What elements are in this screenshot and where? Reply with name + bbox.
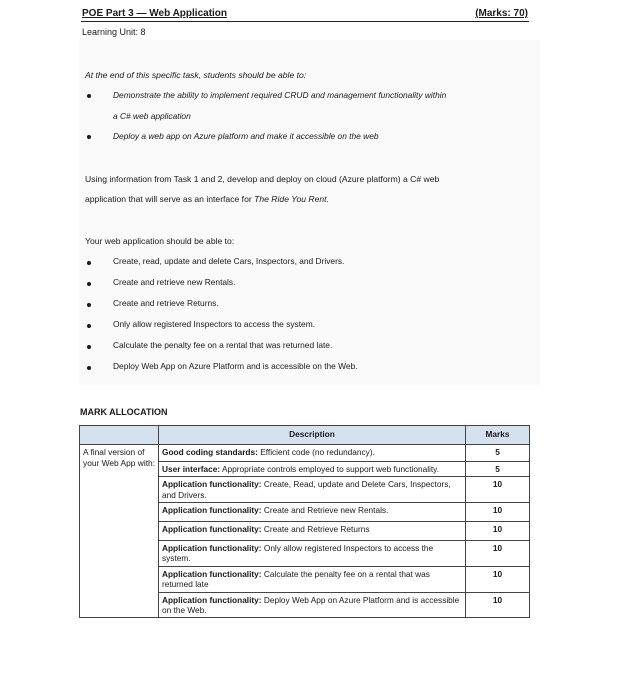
bullet-icon <box>87 135 91 139</box>
criteria-label: A final version of your Web App with: <box>80 445 159 618</box>
bullet-icon <box>87 366 91 370</box>
criterion-title: User interface: <box>162 464 221 474</box>
mark-allocation-table <box>79 425 530 618</box>
criterion-marks: 10 <box>466 541 530 567</box>
table-header-row <box>80 426 530 445</box>
requirement-item: Only allow registered Inspectors to access the system. <box>113 319 316 329</box>
requirements-intro: Your web application should be able to: <box>85 236 235 246</box>
criterion-marks: 5 <box>466 462 530 477</box>
mark-allocation-heading: MARK ALLOCATION <box>80 407 168 417</box>
criterion-detail: Create and Retrieve Returns <box>261 524 370 535</box>
criterion-description <box>159 462 466 477</box>
requirement-item: Calculate the penalty fee on a rental that was returned late. <box>113 340 333 350</box>
bullet-icon <box>87 303 91 307</box>
criterion-detail: Appropriate controls employed to support web functionality. <box>220 464 440 474</box>
criterion-detail: Deploy Web App on Azure Platform and is accessible on the Web. <box>162 594 460 615</box>
bullet-icon <box>87 324 91 328</box>
table-header-blank <box>80 426 159 445</box>
criterion-title: Application functionality: <box>162 543 262 554</box>
criterion-title: Application functionality: <box>162 568 262 579</box>
criterion-detail: Create and Retrieve new Rentals. <box>261 505 389 516</box>
bullet-icon <box>87 282 91 286</box>
table-header-description: Description <box>159 426 466 445</box>
task-paragraph-line <box>85 194 329 204</box>
product-name: The Ride You Rent. <box>254 194 329 204</box>
learning-unit: Learning Unit: 8 <box>82 27 146 37</box>
outcome-item: Demonstrate the ability to implement required CRUD and management functionality within <box>113 90 447 100</box>
criterion-detail: Only allow registered Inspectors to access the system. <box>162 543 434 564</box>
task-text: application that will serve as an interface for <box>85 194 255 204</box>
requirement-item: Deploy Web App on Azure Platform and is accessible on the Web. <box>113 361 358 371</box>
document-header <box>81 8 529 22</box>
criterion-description <box>159 566 466 592</box>
table-row <box>80 445 530 462</box>
criterion-description <box>159 592 466 618</box>
bullet-icon <box>87 261 91 265</box>
document-title: POE Part 3 — Web Application <box>82 8 228 19</box>
criterion-description <box>159 522 466 541</box>
criterion-title: Application functionality: <box>162 505 262 516</box>
criterion-detail: Create, Read, update and Delete Cars, Inspectors, and Drivers. <box>162 479 451 500</box>
criterion-detail: Calculate the penalty fee on a rental that was returned late <box>162 568 430 590</box>
requirement-item: Create and retrieve new Rentals. <box>113 277 236 287</box>
criterion-marks: 10 <box>466 522 530 541</box>
criterion-marks: 10 <box>466 592 530 618</box>
table-header-marks: Marks <box>466 426 530 445</box>
bullet-icon <box>87 94 91 98</box>
outcome-item: Deploy a web app on Azure platform and make it accessible on the web <box>113 131 379 141</box>
bullet-icon <box>87 345 91 349</box>
criterion-marks: 5 <box>466 445 530 462</box>
requirement-item: Create and retrieve Returns. <box>113 298 219 308</box>
criterion-title: Good coding standards: <box>162 447 258 457</box>
criterion-title: Application functionality: <box>162 524 262 535</box>
criterion-marks: 10 <box>466 503 530 522</box>
criterion-marks: 10 <box>466 566 530 592</box>
criterion-title: Application functionality: <box>162 479 262 490</box>
criterion-marks: 10 <box>466 477 530 503</box>
criterion-description <box>159 503 466 522</box>
criterion-description <box>159 477 466 503</box>
total-marks: (Marks: 70) <box>475 8 528 19</box>
task-paragraph-line: Using information from Task 1 and 2, develop and deploy on cloud (Azure platform) a C# web <box>85 174 440 184</box>
criterion-title: Application functionality: <box>162 594 262 605</box>
requirement-item: Create, read, update and delete Cars, Inspectors, and Drivers. <box>113 256 345 266</box>
criterion-description <box>159 445 466 462</box>
outcome-item-continued: a C# web application <box>113 111 191 121</box>
criterion-detail: Efficient code (no redundancy). <box>257 447 375 457</box>
criterion-description <box>159 541 466 567</box>
outcomes-intro: At the end of this specific task, students should be able to: <box>85 70 307 80</box>
